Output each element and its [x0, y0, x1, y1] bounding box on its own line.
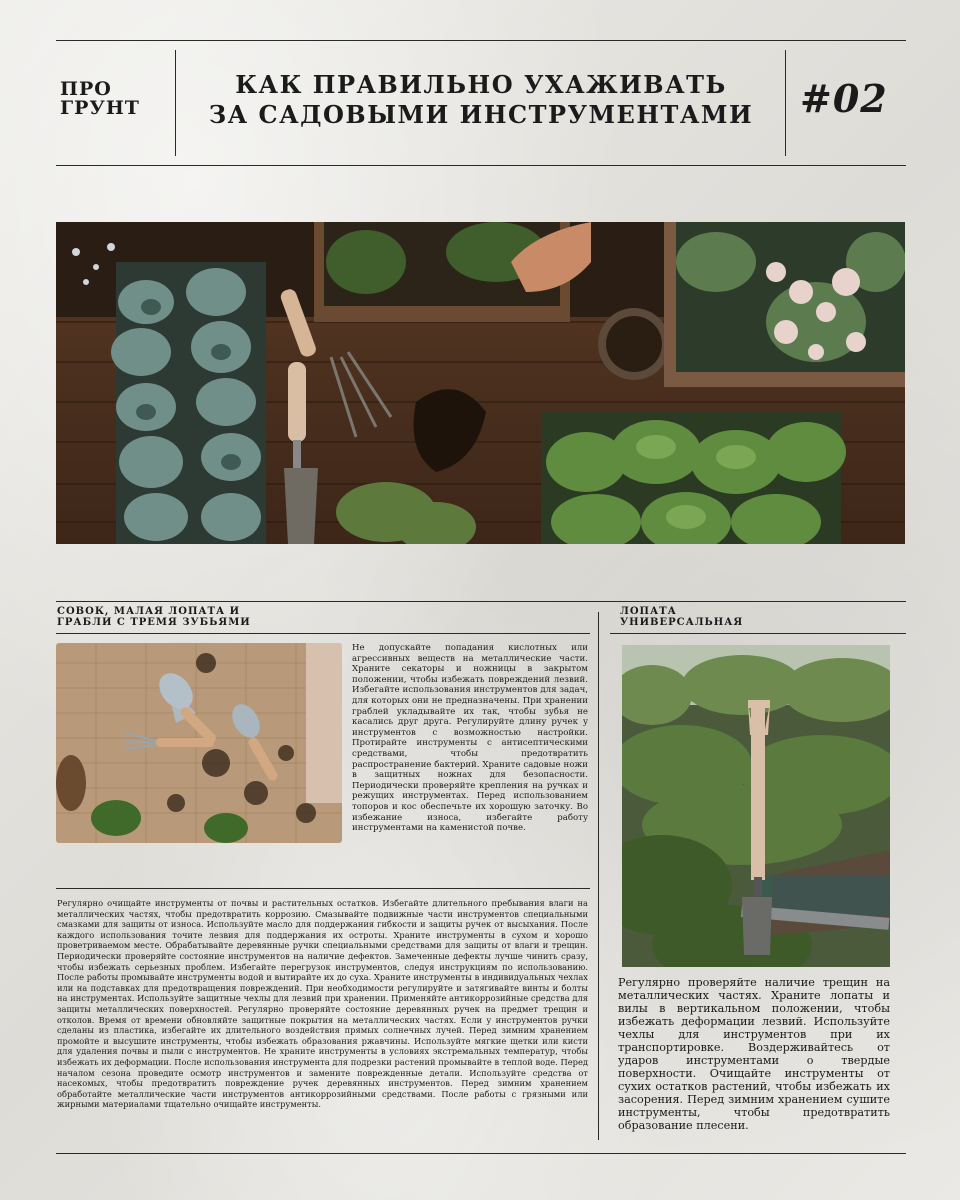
brand-line-1: ПРО	[60, 78, 112, 100]
left-section-title-line-1: СОВОК, МАЛАЯ ЛОПАТА И	[57, 606, 241, 617]
left-section-title-rule	[56, 633, 590, 634]
issue-number: #02	[800, 76, 888, 121]
left-section-title	[57, 606, 251, 628]
left-section-text: Не допускайте попадания кислотных или агрессивных веществ на металлические части. Храните секаторы и ножницы в закрытом положении, чтобы избежать повреждений лезвий. Избегайте использования инструментов для задач, для которых они не предназначены. При хранении граблей укладывайте их так, чтобы зубья не касались друг друга. Регулируйте длину ручек у инструментов с возможностью настройки. Протирайте инструменты с антисептическими средствами, чтобы предотвратить распространение бактерий. Храните садовые ножи в защитных ножнах для безопасности. Периодически проверяйте крепления на ручках и режущих инструментах. Перед использованием топоров и кос обеспечьте их хорошую заточку. Во избежание износа, избегайте работу инструментами на каменистой почве.	[352, 643, 588, 834]
title-line-2: ЗА САДОВЫМИ ИНСТРУМЕНТАМИ	[208, 100, 754, 129]
brand-line-2: ГРУНТ	[60, 97, 140, 119]
header-bottom-rule	[56, 165, 906, 166]
title-line-1: КАК ПРАВИЛЬНО УХАЖИВАТЬ	[235, 70, 727, 99]
right-section-title-rule	[610, 633, 906, 634]
header-top-rule	[56, 40, 906, 41]
brand-logo	[60, 80, 140, 118]
hero-image	[56, 222, 905, 544]
bottom-text: Регулярно очищайте инструменты от почвы и растительных остатков. Избегайте длительного пребывания влаги на металлических частях, чтобы предотвратить коррозию. Смазывайте подвижные части инструментов специальными смазками для защиты от износа. Используйте масло для поддержания гибкости и защиты ручек от высыхания. После каждого использования точите лезвия для поддержания их остроты. Храните инструменты в сухом и хорошо проветриваемом месте. Обрабатывайте деревянные ручки специальными средствами для защиты от влаги и трещин. Периодически проверяйте состояние инструментов на наличие дефектов. Замеченные дефекты лучше чинить сразу, чтобы избежать серьезных проблем. Избегайте перегрузок инструментов, следуя инструкциям по использованию. После работы промывайте инструменты водой и вытирайте их до суха. Храните инструменты в индивидуальных чехлах или на подставках для предотвращения повреждений. При необходимости регулируйте и затягивайте винты и болты на инструментах. Используйте защитные чехлы для лезвий при хранении. Применяйте антикоррозийные средства для защиты металлических поверхностей. Регулярно проверяйте состояние деревянных ручек на предмет трещин и отколов. Время от времени обновляйте защитные покрытия на металлических частях. Если у инструментов ручки сделаны из пластика, избегайте их длительного воздействия прямых солнечных лучей. Перед зимним хранением промойте и высушите инструменты, чтобы избежать образования ржавчины. Используйте мягкие щетки или кисти для удаления почвы и пыли с инструментов. Не храните инструменты в условиях экстремальных температур, чтобы избежать их деформации. После использования инструмента для подрезки растений промывайте в теплой воде. Перед началом сезона проведите осмотр инструментов и замените поврежденные детали. Используйте средства от насекомых, чтобы предотвратить повреждение ручек деревянных инструментов. Перед зимним хранением обработайте металлические части инструментов антикоррозийными средствами. После работы с грязными или жирными материалами тщательно очищайте инструменты.	[57, 898, 588, 1110]
left-section-title-line-2: ГРАБЛИ С ТРЕМЯ ЗУБЬЯМИ	[57, 617, 251, 628]
page-title	[176, 70, 786, 130]
column-divider	[598, 612, 599, 1140]
section-top-rule	[56, 601, 906, 602]
garden-workbench-photo	[56, 222, 905, 544]
trowel-and-rake-photo	[56, 643, 342, 843]
right-section-title-line-2: УНИВЕРСАЛЬНАЯ	[620, 617, 744, 628]
right-section-title	[620, 606, 743, 628]
right-section-text: Регулярно проверяйте наличие трещин на металлических частях. Храните лопаты и вилы в вертикальном положении, чтобы избежать деформации лезвий. Используйте чехлы для инструментов при их транспортировке. Воздерживайтесь от ударов инструментами о твердые поверхности. Очищайте инструменты от сухих остатков растений, чтобы избежать их засорения. Перед зимним хранением сушите инструменты, чтобы предотвратить образование плесени.	[618, 976, 890, 1132]
bottom-text-top-rule	[56, 888, 590, 889]
trowel-image	[56, 643, 342, 843]
right-section-title-line-1: ЛОПАТА	[620, 606, 677, 617]
spade-in-garden-photo	[622, 645, 890, 967]
page-bottom-rule	[56, 1153, 906, 1154]
spade-image	[622, 645, 890, 967]
